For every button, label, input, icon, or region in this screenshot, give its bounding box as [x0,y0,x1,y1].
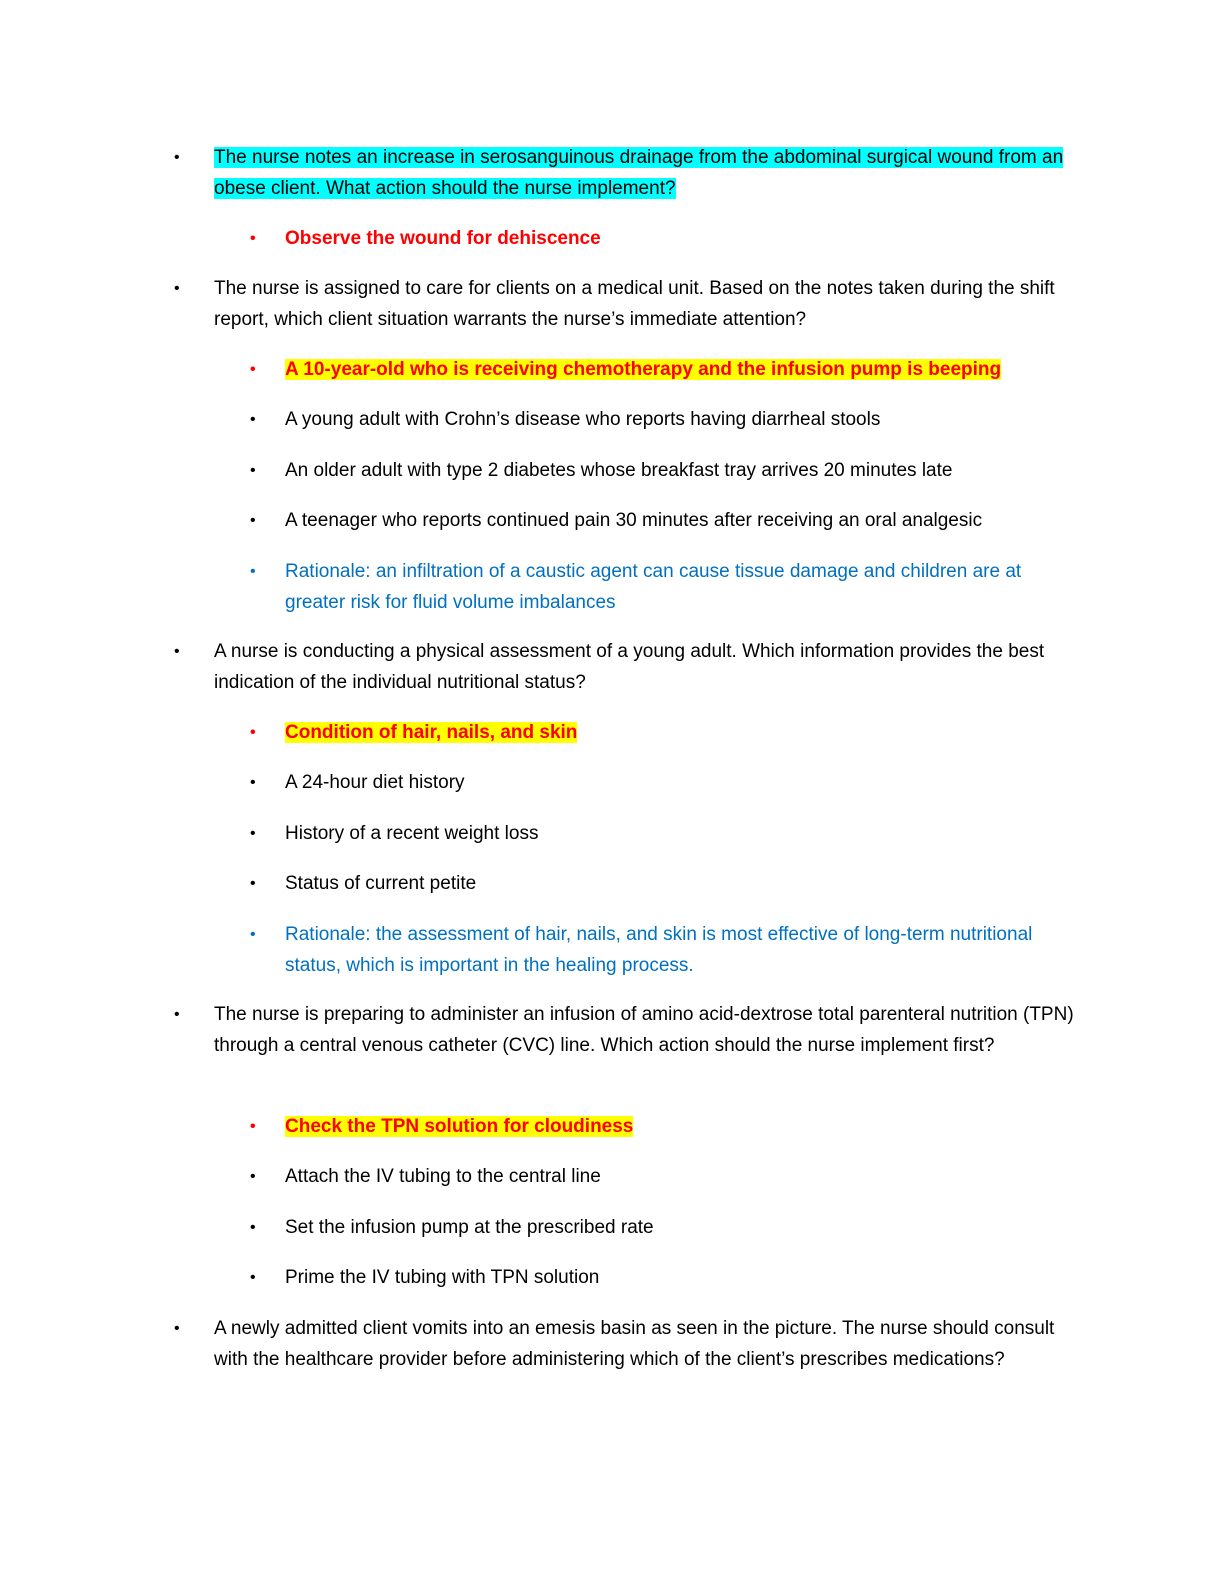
bullet: • [250,1168,256,1185]
correct-answer-text: A 10-year-old who is receiving chemotherapy and the infusion pump is beeping [285,359,1002,380]
bullet: • [174,643,180,660]
rationale-text: Rationale: an infiltration of a caustic agent can cause tissue damage and children are at greater risk for fluid volume imbalances [285,561,1022,613]
bullet: • [250,563,256,580]
highlighted-question: The nurse notes an increase in serosanguinous drainage from the abdominal surgical wound from an obese client. What action should the nurse implement? [214,147,1064,199]
answer-option [250,1161,1070,1192]
bullet: • [250,230,256,247]
bullet: • [250,1269,256,1286]
question-text: A newly admitted client vomits into an emesis basin as seen in the picture. The nurse should consult with the healthcare provider before administering which of the client’s prescribes medications? [214,1318,1055,1370]
correct-answer [250,717,1070,748]
answer-option-text: History of a recent weight loss [285,823,539,844]
question-text [214,142,1074,204]
answer-option-text: A 24-hour diet history [285,772,465,793]
correct-answer-text: Check the TPN solution for cloudiness [285,1116,634,1137]
question-item [174,999,1074,1061]
correct-answer-text: Observe the wound for dehiscence [285,228,601,249]
answer-option [250,505,1070,536]
answer-option-text: An older adult with type 2 diabetes whose breakfast tray arrives 20 minutes late [285,460,953,481]
bullet: • [250,724,256,741]
bullet: • [250,1118,256,1135]
correct-answer-text: Condition of hair, nails, and skin [285,722,578,743]
bullet: • [174,1320,180,1337]
rationale-text: Rationale: the assessment of hair, nails, and skin is most effective of long-term nutritional status, which is important in the healing process. [285,924,1033,976]
bullet: • [250,926,256,943]
answer-option-text: Prime the IV tubing with TPN solution [285,1267,600,1288]
question-text: The nurse is preparing to administer an infusion of amino acid-dextrose total parenteral nutrition (TPN) through a central venous catheter (CVC) line. Which action should the nurse implement first? [214,1004,1074,1056]
answer-option-text: A young adult with Crohn’s disease who reports having diarrheal stools [285,409,881,430]
bullet: • [174,149,180,166]
answer-option [250,767,1070,798]
bullet: • [174,280,180,297]
bullet: • [250,1219,256,1236]
answer-option-text: Status of current petite [285,873,477,894]
bullet: • [250,411,256,428]
question-item [174,636,1074,698]
bullet: • [174,1006,180,1023]
answer-option-text: Attach the IV tubing to the central line [285,1166,601,1187]
answer-option [250,404,1070,435]
bullet: • [250,462,256,479]
question-item [174,1313,1074,1375]
bullet: • [250,361,256,378]
answer-option [250,818,1070,849]
question-item [174,273,1074,335]
answer-option [250,1262,1070,1293]
bullet: • [250,774,256,791]
correct-answer [250,354,1070,385]
bullet: • [250,825,256,842]
answer-option [250,868,1070,899]
answer-option [250,1212,1070,1243]
question-item [174,142,1074,204]
question-text: The nurse is assigned to care for clients on a medical unit. Based on the notes taken during the shift report, which client situation warrants the nurse’s immediate attention? [214,278,1055,330]
answer-option [250,455,1070,486]
correct-answer [250,223,1070,254]
rationale [250,919,1070,981]
question-text: A nurse is conducting a physical assessment of a young adult. Which information provides the best indication of the individual nutritional status? [214,641,1045,693]
rationale [250,556,1070,618]
answer-option-text: Set the infusion pump at the prescribed rate [285,1217,654,1238]
bullet: • [250,512,256,529]
correct-answer [250,1111,1070,1142]
answer-option-text: A teenager who reports continued pain 30 minutes after receiving an oral analgesic [285,510,983,531]
bullet: • [250,875,256,892]
